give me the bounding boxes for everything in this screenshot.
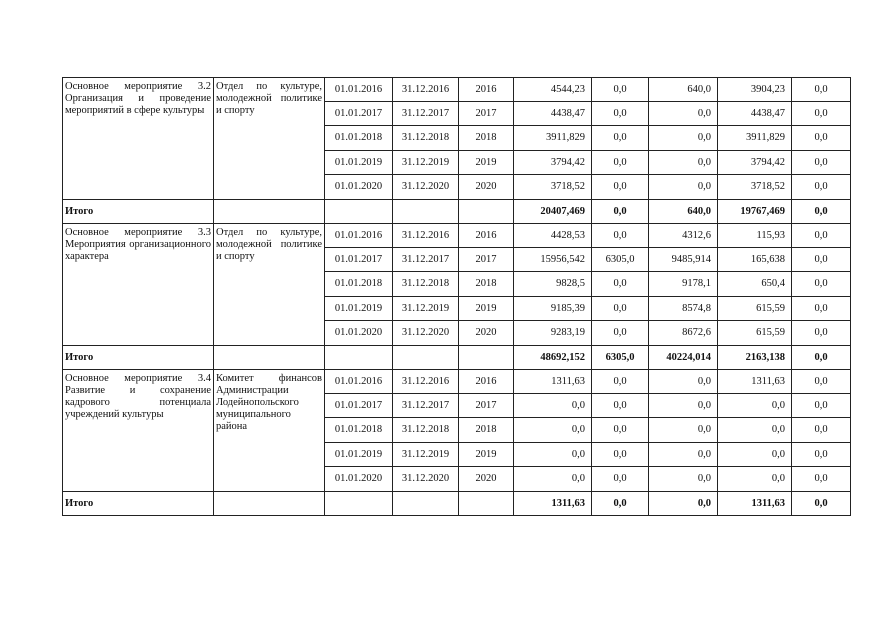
local-budget-cell: 650,4 xyxy=(718,272,792,297)
other-sources-cell: 0,0 xyxy=(792,370,851,394)
regional-budget-cell: 0,0 xyxy=(649,151,718,175)
total-amount-cell: 3718,52 xyxy=(514,175,592,200)
year-cell: 2016 xyxy=(459,370,514,394)
table-row xyxy=(63,78,851,102)
regional-budget-cell: 640,0 xyxy=(649,78,718,102)
start-date-cell: 01.01.2018 xyxy=(325,272,393,297)
regional-budget-cell: 0,0 xyxy=(649,443,718,467)
total-amount-cell: 4438,47 xyxy=(514,102,592,126)
total-federal-budget-cell: 6305,0 xyxy=(592,346,649,370)
regional-budget-cell: 8672,6 xyxy=(649,321,718,346)
year-cell: 2020 xyxy=(459,175,514,200)
federal-budget-cell: 0,0 xyxy=(592,126,649,151)
total-amount-cell: 9283,19 xyxy=(514,321,592,346)
federal-budget-cell: 0,0 xyxy=(592,272,649,297)
local-budget-cell: 1311,63 xyxy=(718,370,792,394)
total-federal-budget-cell: 0,0 xyxy=(592,492,649,516)
end-date-cell: 31.12.2019 xyxy=(393,151,459,175)
total-row xyxy=(63,492,851,516)
local-budget-cell: 3794,42 xyxy=(718,151,792,175)
total-amount-cell: 15956,542 xyxy=(514,248,592,272)
end-date-cell: 31.12.2017 xyxy=(393,102,459,126)
other-sources-cell: 0,0 xyxy=(792,126,851,151)
empty-cell xyxy=(325,346,393,370)
local-budget-cell: 0,0 xyxy=(718,418,792,443)
empty-cell xyxy=(459,346,514,370)
start-date-cell: 01.01.2017 xyxy=(325,102,393,126)
total-other-sources-cell: 0,0 xyxy=(792,492,851,516)
year-cell: 2019 xyxy=(459,297,514,321)
federal-budget-cell: 0,0 xyxy=(592,224,649,248)
other-sources-cell: 0,0 xyxy=(792,297,851,321)
local-budget-cell: 615,59 xyxy=(718,321,792,346)
year-cell: 2018 xyxy=(459,272,514,297)
federal-budget-cell: 0,0 xyxy=(592,467,649,492)
regional-budget-cell: 9485,914 xyxy=(649,248,718,272)
start-date-cell: 01.01.2018 xyxy=(325,418,393,443)
local-budget-cell: 0,0 xyxy=(718,443,792,467)
start-date-cell: 01.01.2019 xyxy=(325,151,393,175)
empty-cell xyxy=(393,492,459,516)
start-date-cell: 01.01.2020 xyxy=(325,467,393,492)
federal-budget-cell: 0,0 xyxy=(592,443,649,467)
other-sources-cell: 0,0 xyxy=(792,102,851,126)
start-date-cell: 01.01.2018 xyxy=(325,126,393,151)
federal-budget-cell: 0,0 xyxy=(592,102,649,126)
local-budget-cell: 3904,23 xyxy=(718,78,792,102)
end-date-cell: 31.12.2020 xyxy=(393,175,459,200)
total-regional-budget-cell: 0,0 xyxy=(649,492,718,516)
start-date-cell: 01.01.2017 xyxy=(325,394,393,418)
local-budget-cell: 165,638 xyxy=(718,248,792,272)
federal-budget-cell: 0,0 xyxy=(592,418,649,443)
local-budget-cell: 0,0 xyxy=(718,467,792,492)
start-date-cell: 01.01.2017 xyxy=(325,248,393,272)
regional-budget-cell: 0,0 xyxy=(649,370,718,394)
end-date-cell: 31.12.2018 xyxy=(393,126,459,151)
start-date-cell: 01.01.2019 xyxy=(325,297,393,321)
total-label: Итого xyxy=(63,492,214,516)
end-date-cell: 31.12.2017 xyxy=(393,248,459,272)
activity-description: Основное мероприятие 3.4 Развитие и сохранение кадрового потенциала учреждений культуры xyxy=(63,370,214,492)
local-budget-cell: 3718,52 xyxy=(718,175,792,200)
total-federal-budget-cell: 0,0 xyxy=(592,200,649,224)
end-date-cell: 31.12.2016 xyxy=(393,370,459,394)
start-date-cell: 01.01.2020 xyxy=(325,321,393,346)
start-date-cell: 01.01.2016 xyxy=(325,78,393,102)
total-regional-budget-cell: 640,0 xyxy=(649,200,718,224)
total-total-amount-cell: 48692,152 xyxy=(514,346,592,370)
other-sources-cell: 0,0 xyxy=(792,467,851,492)
end-date-cell: 31.12.2016 xyxy=(393,78,459,102)
federal-budget-cell: 0,0 xyxy=(592,151,649,175)
year-cell: 2017 xyxy=(459,248,514,272)
table-row xyxy=(63,370,851,394)
total-local-budget-cell: 2163,138 xyxy=(718,346,792,370)
regional-budget-cell: 4312,6 xyxy=(649,224,718,248)
local-budget-cell: 3911,829 xyxy=(718,126,792,151)
activity-description: Основное мероприятие 3.2 Организация и проведение мероприятий в сфере культуры xyxy=(63,78,214,200)
year-cell: 2017 xyxy=(459,394,514,418)
total-other-sources-cell: 0,0 xyxy=(792,346,851,370)
end-date-cell: 31.12.2020 xyxy=(393,467,459,492)
regional-budget-cell: 8574,8 xyxy=(649,297,718,321)
responsible-executor: Отдел по культуре, молодежной политике и спорту xyxy=(214,224,325,346)
end-date-cell: 31.12.2019 xyxy=(393,297,459,321)
local-budget-cell: 4438,47 xyxy=(718,102,792,126)
regional-budget-cell: 0,0 xyxy=(649,175,718,200)
federal-budget-cell: 0,0 xyxy=(592,370,649,394)
other-sources-cell: 0,0 xyxy=(792,248,851,272)
end-date-cell: 31.12.2016 xyxy=(393,224,459,248)
end-date-cell: 31.12.2019 xyxy=(393,443,459,467)
start-date-cell: 01.01.2016 xyxy=(325,224,393,248)
regional-budget-cell: 0,0 xyxy=(649,102,718,126)
end-date-cell: 31.12.2018 xyxy=(393,418,459,443)
total-regional-budget-cell: 40224,014 xyxy=(649,346,718,370)
other-sources-cell: 0,0 xyxy=(792,418,851,443)
empty-cell xyxy=(214,200,325,224)
federal-budget-cell: 0,0 xyxy=(592,297,649,321)
end-date-cell: 31.12.2018 xyxy=(393,272,459,297)
local-budget-cell: 615,59 xyxy=(718,297,792,321)
federal-budget-cell: 0,0 xyxy=(592,321,649,346)
total-amount-cell: 4428,53 xyxy=(514,224,592,248)
total-row xyxy=(63,200,851,224)
end-date-cell: 31.12.2017 xyxy=(393,394,459,418)
total-local-budget-cell: 19767,469 xyxy=(718,200,792,224)
total-row xyxy=(63,346,851,370)
start-date-cell: 01.01.2020 xyxy=(325,175,393,200)
other-sources-cell: 0,0 xyxy=(792,78,851,102)
year-cell: 2017 xyxy=(459,102,514,126)
empty-cell xyxy=(325,492,393,516)
responsible-executor: Отдел по культуре, молодежной политике и спорту xyxy=(214,78,325,200)
empty-cell xyxy=(325,200,393,224)
federal-budget-cell: 0,0 xyxy=(592,175,649,200)
total-amount-cell: 0,0 xyxy=(514,443,592,467)
start-date-cell: 01.01.2019 xyxy=(325,443,393,467)
empty-cell xyxy=(214,346,325,370)
empty-cell xyxy=(214,492,325,516)
regional-budget-cell: 0,0 xyxy=(649,418,718,443)
year-cell: 2016 xyxy=(459,78,514,102)
regional-budget-cell: 0,0 xyxy=(649,126,718,151)
federal-budget-cell: 6305,0 xyxy=(592,248,649,272)
total-amount-cell: 3911,829 xyxy=(514,126,592,151)
local-budget-cell: 0,0 xyxy=(718,394,792,418)
total-label: Итого xyxy=(63,200,214,224)
regional-budget-cell: 0,0 xyxy=(649,394,718,418)
table-row xyxy=(63,224,851,248)
local-budget-cell: 115,93 xyxy=(718,224,792,248)
year-cell: 2018 xyxy=(459,418,514,443)
empty-cell xyxy=(393,346,459,370)
other-sources-cell: 0,0 xyxy=(792,394,851,418)
total-local-budget-cell: 1311,63 xyxy=(718,492,792,516)
year-cell: 2020 xyxy=(459,321,514,346)
federal-budget-cell: 0,0 xyxy=(592,78,649,102)
total-amount-cell: 0,0 xyxy=(514,418,592,443)
regional-budget-cell: 0,0 xyxy=(649,467,718,492)
total-label: Итого xyxy=(63,346,214,370)
other-sources-cell: 0,0 xyxy=(792,175,851,200)
empty-cell xyxy=(459,492,514,516)
total-total-amount-cell: 1311,63 xyxy=(514,492,592,516)
program-funding-table xyxy=(62,77,851,516)
year-cell: 2019 xyxy=(459,443,514,467)
other-sources-cell: 0,0 xyxy=(792,272,851,297)
responsible-executor: Комитет финансов Администрации Лодейнопольского муниципального района xyxy=(214,370,325,492)
end-date-cell: 31.12.2020 xyxy=(393,321,459,346)
empty-cell xyxy=(459,200,514,224)
regional-budget-cell: 9178,1 xyxy=(649,272,718,297)
activity-description: Основное мероприятие 3.3 Мероприятия организационного характера xyxy=(63,224,214,346)
year-cell: 2016 xyxy=(459,224,514,248)
other-sources-cell: 0,0 xyxy=(792,151,851,175)
other-sources-cell: 0,0 xyxy=(792,224,851,248)
year-cell: 2020 xyxy=(459,467,514,492)
other-sources-cell: 0,0 xyxy=(792,321,851,346)
total-amount-cell: 9828,5 xyxy=(514,272,592,297)
empty-cell xyxy=(393,200,459,224)
total-amount-cell: 4544,23 xyxy=(514,78,592,102)
total-amount-cell: 9185,39 xyxy=(514,297,592,321)
total-amount-cell: 1311,63 xyxy=(514,370,592,394)
total-other-sources-cell: 0,0 xyxy=(792,200,851,224)
total-amount-cell: 3794,42 xyxy=(514,151,592,175)
year-cell: 2019 xyxy=(459,151,514,175)
other-sources-cell: 0,0 xyxy=(792,443,851,467)
total-amount-cell: 0,0 xyxy=(514,467,592,492)
year-cell: 2018 xyxy=(459,126,514,151)
start-date-cell: 01.01.2016 xyxy=(325,370,393,394)
total-amount-cell: 0,0 xyxy=(514,394,592,418)
total-total-amount-cell: 20407,469 xyxy=(514,200,592,224)
federal-budget-cell: 0,0 xyxy=(592,394,649,418)
